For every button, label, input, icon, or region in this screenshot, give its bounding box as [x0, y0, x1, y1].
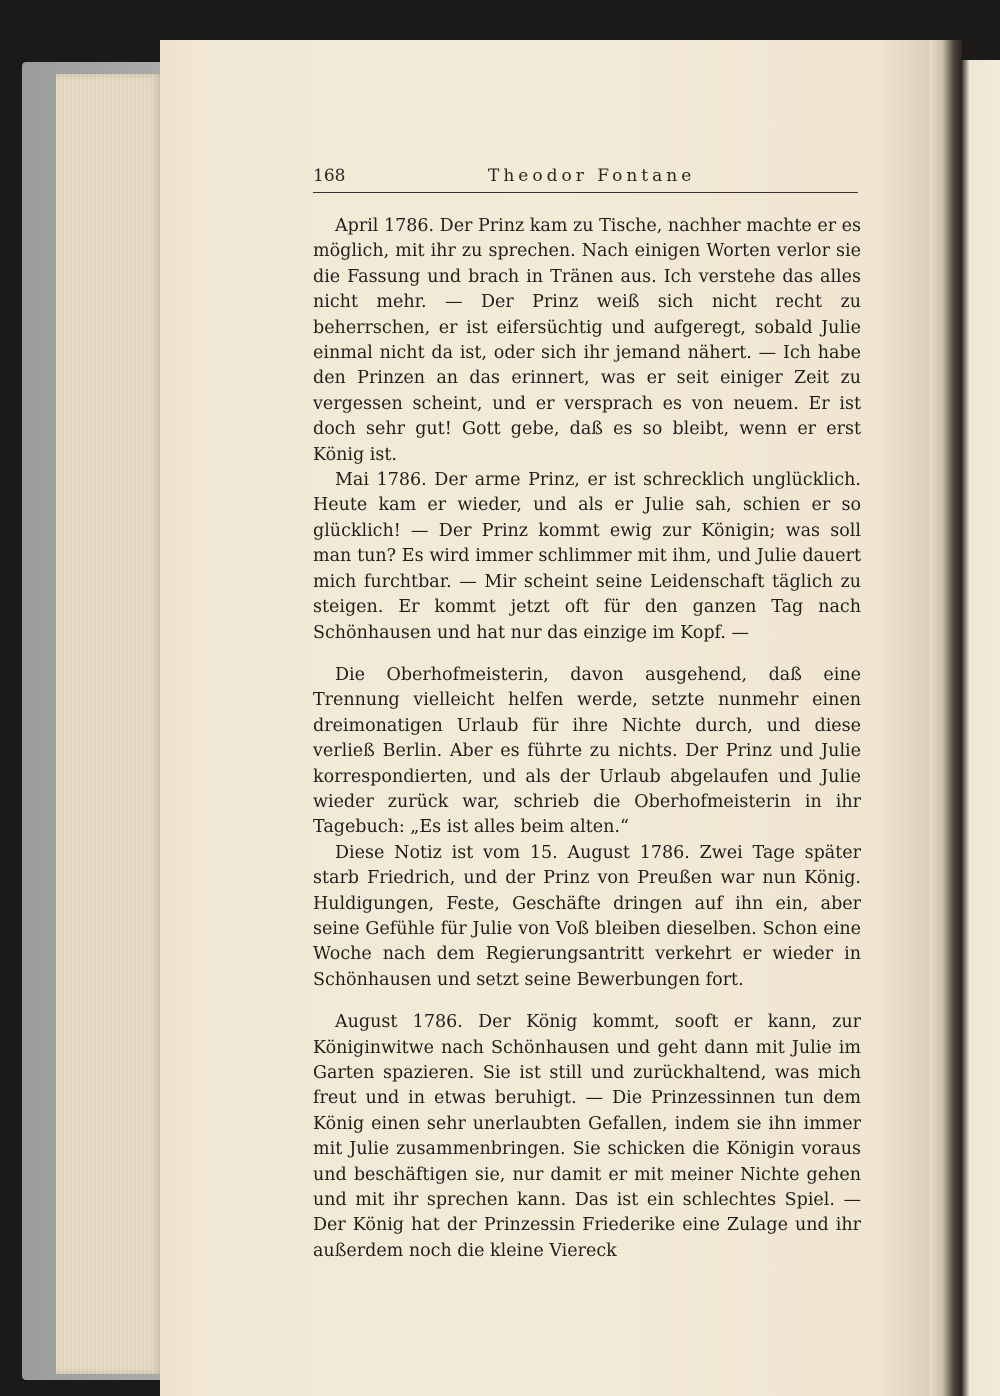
body-text [313, 214, 861, 1264]
paragraph-oberhofmeisterin: Die Oberhofmeisterin, davon ausgehend, daß eine Trennung vielleicht helfen werde, setzte nunmehr einen dreimonatigen Urlaub für ihre Nichte durch, und diese verließ Berlin. Aber es führte zu nichts. Der Prinz und Julie korrespondierten, und als der Urlaub abgelaufen und Julie wieder zurück war, schrieb die Oberhofmeisterin in ihr Tagebuch: „Es ist alles beim alten.“ [313, 664, 861, 838]
running-head: Theodor Fontane [488, 166, 696, 186]
paragraph-april: April 1786. Der Prinz kam zu Tische, nachher machte er es möglich, mit ihr zu sprechen. Nach einigen Worten verlor sie die Fassung und brach in Tränen aus. Ich verstehe das alles nicht mehr. — Der Prinz weiß sich nicht recht zu beherrschen, er ist eifersüchtig und aufgeregt, sobald Julie einmal nicht da ist, oder sich ihr jemand nähert. — Ich habe den Prinzen an das erinnert, was er seit einiger Zeit zu vergessen scheint, und er versprach es von neuem. Er ist doch sehr gut! Gott gebe, daß es so bleibt, wenn er erst König ist. [313, 216, 861, 465]
page-edges [56, 74, 164, 1374]
paragraph-notiz: Diese Notiz ist vom 15. August 1786. Zwei Tage später starb Friedrich, und der Prinz von Preußen war nun König. Huldigungen, Feste, Geschäfte dringen auf ihn ein, aber seine Gefühle für Julie von Voß bleiben dieselben. Schon eine Woche nach dem Regierungsantritt verkehrt er wieder in Schönhausen und setzt seine Bewerbungen fort. [313, 842, 861, 990]
paragraph-mai: Mai 1786. Der arme Prinz, er ist schrecklich unglücklich. Heute kam er wieder, und als er Julie sah, schien er so glücklich! — Der Prinz kommt ewig zur Königin; was soll man tun? Es wird immer schlimmer mit ihm, und Julie dauert mich furchtbar. — Mir scheint seine Leidenschaft täglich zu steigen. Er kommt jetzt oft für den ganzen Tag nach Schönhausen und hat nur das einzige im Kopf. — [313, 470, 861, 643]
next-page-edge [962, 60, 1000, 1396]
book-gutter [930, 40, 962, 1396]
paragraph-august: August 1786. Der König kommt, sooft er kann, zur Königinwitwe nach Schönhausen und geht dann mit Julie im Garten spazieren. Sie ist still und zurückhaltend, was mich freut und in etwas beruhigt. — Die Prinzessinnen tun dem König einen sehr unerlaubten Gefallen, indem sie ihn immer mit Julie zusammenbringen. Sie schicken die Königin voraus und beschäftigen sie, nur damit er mit meiner Nichte gehen und mit ihr sprechen kann. Das ist ein schlechtes Spiel. — Der König hat der Prinzessin Friederike eine Zulage und ihr außerdem noch die kleine Viereck [313, 1012, 861, 1261]
header-rule [313, 192, 858, 193]
page-number: 168 [313, 166, 346, 186]
